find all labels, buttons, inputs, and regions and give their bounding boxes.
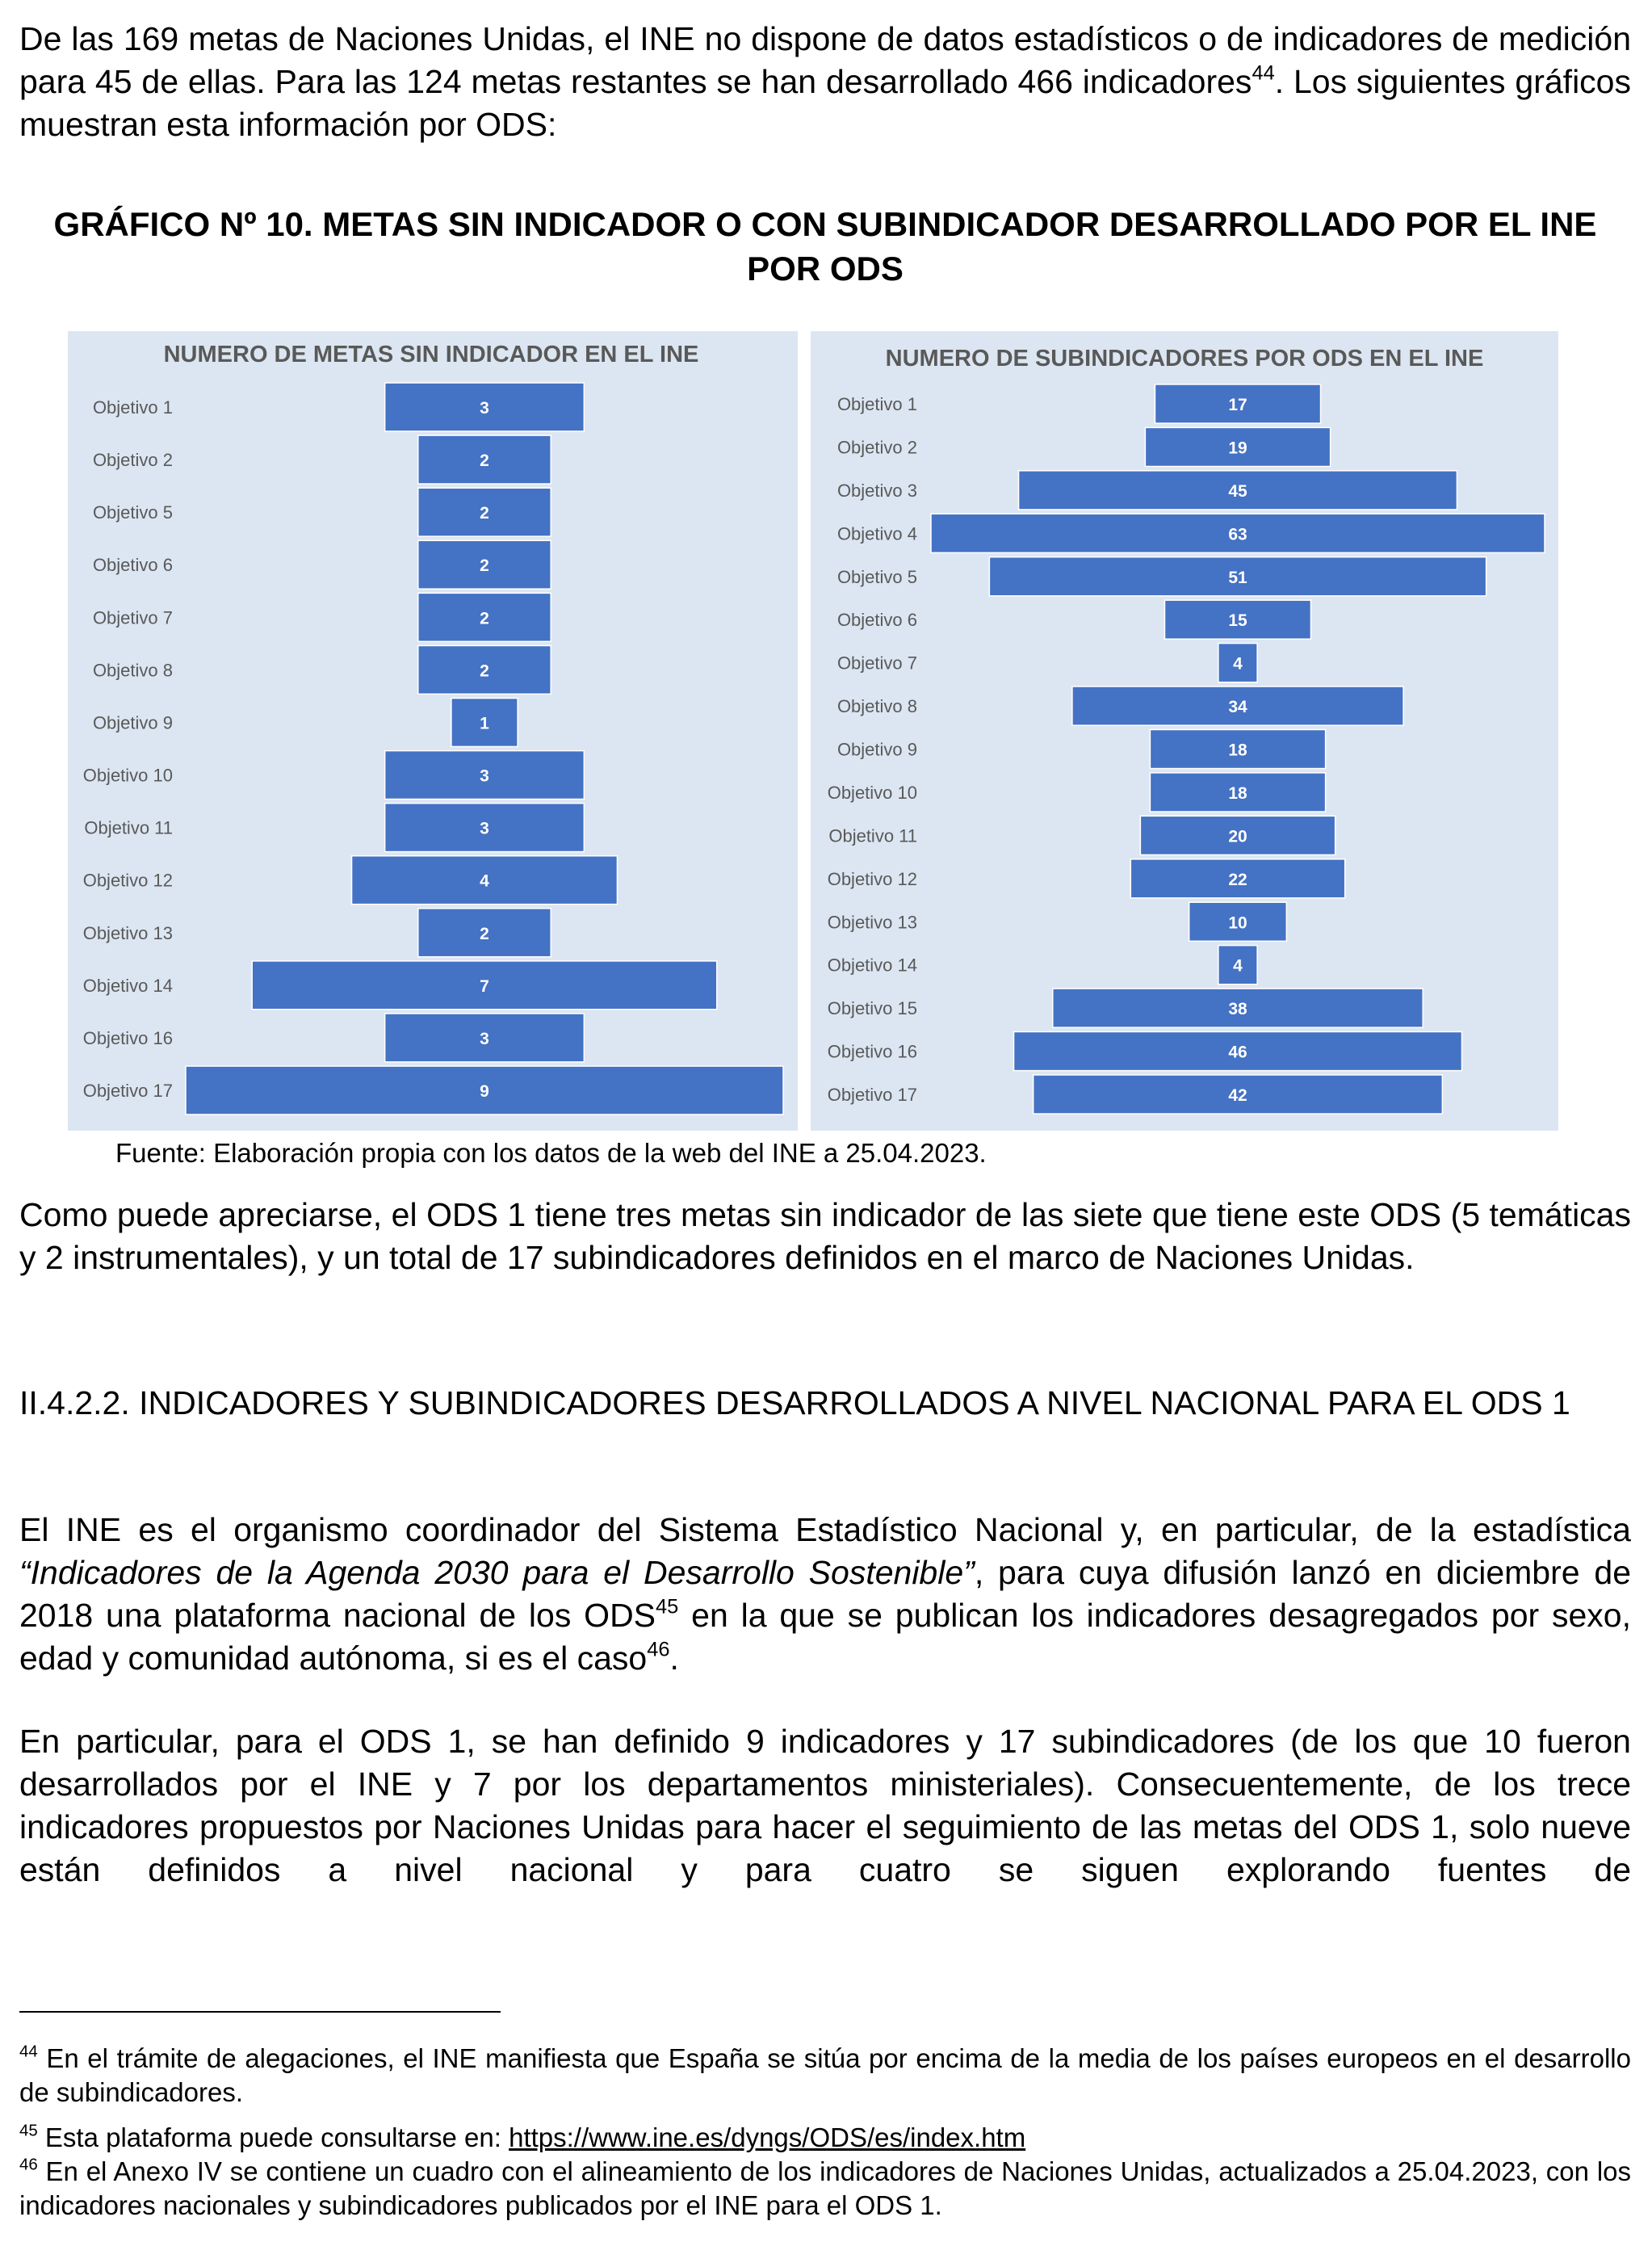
subind-label-objetivo-16: Objetivo 16 bbox=[827, 1041, 917, 1062]
subind-label-objetivo-1: Objetivo 1 bbox=[836, 394, 917, 414]
metas-label-objetivo-13: Objetivo 13 bbox=[82, 922, 173, 943]
metas-label-objetivo-7: Objetivo 7 bbox=[92, 607, 173, 628]
metas-value-objetivo-12: 4 bbox=[480, 871, 489, 891]
subind-value-objetivo-3: 45 bbox=[1228, 481, 1247, 501]
intro-paragraph: De las 169 metas de Naciones Unidas, el INE no dispone de datos estadísticos o de indicadores de medición para 45 de ellas. Para las 124 metas restantes se han desarrollado 466 indicadores$^{44}$. Los siguientes gráficos muestran esta información por ODS: bbox=[19, 20, 1631, 143]
metas-label-objetivo-17: Objetivo 17 bbox=[82, 1081, 173, 1101]
subind-value-objetivo-9: 18 bbox=[1228, 741, 1247, 760]
subind-value-objetivo-10: 18 bbox=[1228, 783, 1247, 803]
chart-metas-sin-indicador bbox=[68, 331, 798, 1131]
chart-metas-sin-indicador-svg bbox=[68, 331, 798, 1131]
section-heading: II.4.2.2. INDICADORES Y SUBINDICADORES DESARROLLADOS A NIVEL NACIONAL PARA EL ODS 1 bbox=[19, 1384, 1570, 1421]
subind-label-objetivo-12: Objetivo 12 bbox=[827, 868, 917, 889]
footnote-45: $^{45}$ Esta plataforma puede consultarse en: https://www.ine.es/dyngs/ODS/es/index.htm bbox=[19, 2121, 1026, 2152]
subind-label-objetivo-4: Objetivo 4 bbox=[836, 523, 917, 544]
metas-value-objetivo-16: 3 bbox=[480, 1029, 489, 1048]
metas-label-objetivo-16: Objetivo 16 bbox=[82, 1027, 173, 1048]
metas-label-objetivo-6: Objetivo 6 bbox=[92, 555, 173, 576]
metas-title: NUMERO DE METAS SIN INDICADOR EN EL INE bbox=[163, 342, 699, 367]
chart-subindicadores-svg bbox=[811, 331, 1558, 1131]
metas-value-objetivo-10: 3 bbox=[480, 766, 489, 786]
subind-value-objetivo-11: 20 bbox=[1228, 827, 1247, 846]
chart-subindicadores bbox=[811, 331, 1558, 1131]
metas-value-objetivo-2: 2 bbox=[480, 451, 489, 471]
subind-value-objetivo-14: 4 bbox=[1233, 956, 1243, 976]
ods-platform-link[interactable]: https://www.ine.es/dyngs/ODS/es/index.htm bbox=[509, 2122, 1026, 2152]
footnote-ref-44[interactable]: 44 bbox=[1252, 61, 1275, 85]
metas-value-objetivo-14: 7 bbox=[480, 976, 489, 996]
metas-value-objetivo-13: 2 bbox=[480, 924, 489, 943]
subind-value-objetivo-6: 15 bbox=[1228, 611, 1247, 631]
metas-label-objetivo-10: Objetivo 10 bbox=[82, 765, 173, 786]
subind-label-objetivo-9: Objetivo 9 bbox=[836, 739, 917, 760]
metas-value-objetivo-8: 2 bbox=[480, 661, 489, 681]
subind-value-objetivo-15: 38 bbox=[1228, 1000, 1247, 1019]
figure-title: GRÁFICO Nº 10. METAS SIN INDICADOR O CON SUBINDICADOR DESARROLLADO POR EL INE POR ODS bbox=[53, 205, 1597, 288]
subind-value-objetivo-4: 63 bbox=[1228, 525, 1247, 544]
subind-label-objetivo-13: Objetivo 13 bbox=[827, 912, 917, 933]
metas-label-objetivo-2: Objetivo 2 bbox=[92, 450, 173, 471]
subind-label-objetivo-6: Objetivo 6 bbox=[836, 610, 917, 631]
metas-label-objetivo-8: Objetivo 8 bbox=[92, 660, 173, 681]
subind-label-objetivo-7: Objetivo 7 bbox=[836, 653, 917, 674]
subind-label-objetivo-5: Objetivo 5 bbox=[836, 566, 917, 587]
metas-label-objetivo-14: Objetivo 14 bbox=[82, 975, 173, 996]
metas-label-objetivo-11: Objetivo 11 bbox=[84, 817, 173, 838]
metas-label-objetivo-1: Objetivo 1 bbox=[92, 397, 173, 418]
metas-label-objetivo-5: Objetivo 5 bbox=[92, 502, 173, 523]
subind-label-objetivo-17: Objetivo 17 bbox=[827, 1085, 917, 1105]
metas-value-objetivo-11: 3 bbox=[480, 819, 489, 838]
subind-value-objetivo-5: 51 bbox=[1228, 568, 1247, 587]
subind-label-objetivo-3: Objetivo 3 bbox=[836, 480, 917, 501]
subind-label-objetivo-8: Objetivo 8 bbox=[836, 696, 917, 717]
subind-title: NUMERO DE SUBINDICADORES POR ODS EN EL INE bbox=[885, 346, 1484, 372]
metas-value-objetivo-7: 2 bbox=[480, 609, 489, 628]
metas-value-objetivo-6: 2 bbox=[480, 556, 489, 576]
subind-label-objetivo-14: Objetivo 14 bbox=[827, 955, 917, 976]
footnote-46: $^{46}$ En el Anexo IV se contiene un cuadro con el alineamiento de los indicadores de Naciones Unidas, actualizados a 25.04.2023, con los indicadores nacionales y subindicadores publicados por el INE para el ODS 1. bbox=[19, 2155, 1631, 2220]
subind-value-objetivo-12: 22 bbox=[1228, 870, 1247, 889]
footnote-ref-46[interactable]: 46 bbox=[647, 1638, 670, 1661]
comment-paragraph: Como puede apreciarse, el ODS 1 tiene tres metas sin indicador de las siete que tiene este ODS (5 temáticas y 2 instrumentales), y un total de 17 subindicadores definidos en el marco de Naciones Unidas. bbox=[19, 1196, 1631, 1276]
footnote-44: $^{44}$ En el trámite de alegaciones, el INE manifiesta que España se sitúa por encima de la media de los países europeos en el desarrollo de subindicadores. bbox=[19, 2042, 1631, 2107]
metas-value-objetivo-17: 9 bbox=[480, 1082, 489, 1101]
subind-value-objetivo-13: 10 bbox=[1228, 913, 1247, 933]
subind-value-objetivo-16: 46 bbox=[1228, 1043, 1247, 1062]
subind-value-objetivo-1: 17 bbox=[1228, 396, 1247, 414]
subind-value-objetivo-17: 42 bbox=[1228, 1086, 1247, 1105]
subind-value-objetivo-8: 34 bbox=[1228, 698, 1247, 717]
metas-value-objetivo-1: 3 bbox=[480, 399, 489, 418]
subind-label-objetivo-10: Objetivo 10 bbox=[827, 782, 917, 803]
ods1-paragraph: En particular, para el ODS 1, se han definido 9 indicadores y 17 subindicadores (de los que 10 fueron desarrollados por el INE y 7 por los departamentos ministeriales). Consecuentemente, de los trece indicadores propuestos por Naciones Unidas para hacer el seguimiento de las metas del ODS 1, solo nueve están definidos a nivel nacional y para cuatro se siguen explorando fuentes de bbox=[19, 1723, 1631, 1888]
subind-label-objetivo-11: Objetivo 11 bbox=[828, 825, 917, 846]
metas-label-objetivo-9: Objetivo 9 bbox=[92, 712, 173, 733]
subind-value-objetivo-2: 19 bbox=[1228, 439, 1247, 458]
ine-paragraph: El INE es el organismo coordinador del Sistema Estadístico Nacional y, en particular, de la estadística “Indicadores de la Agenda 2030 para el Desarrollo Sostenible”, para cuya difusión lanzó en diciembre de 2018 una plataforma nacional de los ODS$^{45}$ en la que se publican los indicadores desagregados por sexo, edad y comunidad autónoma, si es el caso$^{46}$. bbox=[19, 1511, 1631, 1677]
footnote-ref-45[interactable]: 45 bbox=[656, 1595, 679, 1619]
figure-source: Fuente: Elaboración propia con los datos de la web del INE a 25.04.2023. bbox=[115, 1138, 987, 1168]
subind-label-objetivo-2: Objetivo 2 bbox=[836, 437, 917, 458]
metas-label-objetivo-12: Objetivo 12 bbox=[82, 870, 173, 891]
metas-value-objetivo-5: 2 bbox=[480, 504, 489, 523]
subind-value-objetivo-7: 4 bbox=[1233, 654, 1243, 674]
metas-value-objetivo-9: 1 bbox=[480, 714, 489, 733]
subind-label-objetivo-15: Objetivo 15 bbox=[827, 998, 917, 1019]
footnote-separator bbox=[19, 2011, 501, 2013]
